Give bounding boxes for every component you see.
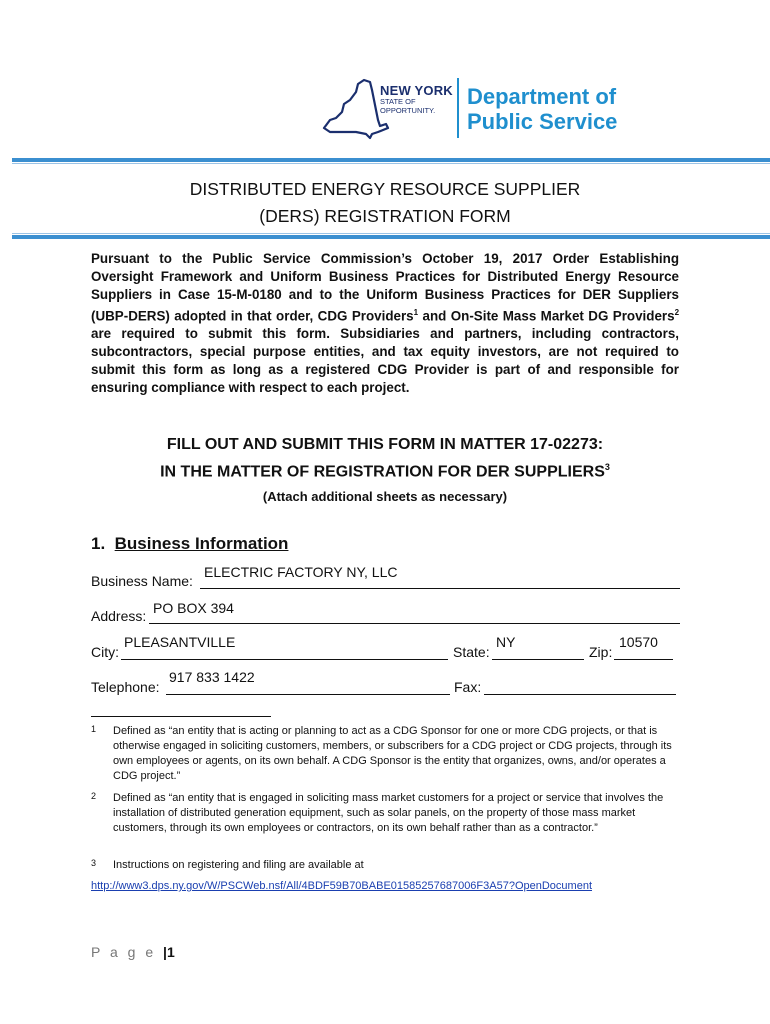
instruction-line-1: FILL OUT AND SUBMIT THIS FORM IN MATTER 17-02273:: [166, 436, 604, 453]
registration-instructions-link[interactable]: http://www3.dps.ny.gov/W/PSCWeb.nsf/All/4BDF59B70BABE01585257687006F3A57?OpenDocument: [91, 880, 592, 892]
business-name-label: Business Name:: [91, 573, 193, 589]
department-line-1: Department of: [467, 84, 617, 109]
state-tagline-1: STATE OF: [380, 97, 416, 106]
form-title-line-1: DISTRIBUTED ENERGY RESOURCE SUPPLIER: [189, 179, 581, 199]
state-value: NY: [496, 634, 516, 650]
nys-wordmark: [380, 84, 453, 115]
address-field[interactable]: [149, 623, 680, 624]
attach-note: (Attach additional sheets as necessary): [262, 489, 508, 504]
header-rule-thin-top: [12, 163, 770, 164]
page-number: 1: [166, 944, 175, 960]
section-title: Business Information: [114, 534, 289, 553]
state-tagline-2: OPPORTUNITY.: [380, 105, 436, 115]
fax-label: Fax:: [454, 679, 482, 695]
footnote-1-number: 1: [91, 724, 97, 734]
telephone-label: Telephone:: [91, 679, 160, 695]
form-title: [0, 176, 770, 230]
intro-part-3: are required to submit this form. Subsidiaries and partners, including contractors, subcontractors, special purpose entities, and tax equity investors, are not required to submit this form as long as a registered CDG Provider is part of and responsible for ensuring compliance with respect to each project.: [91, 326, 679, 396]
department-line-2: Public Service: [467, 109, 618, 134]
section-heading: [91, 534, 288, 554]
instruction-line-2: [0, 462, 770, 481]
address-value: PO BOX 394: [153, 600, 234, 616]
business-name-value: ELECTRIC FACTORY NY, LLC: [204, 564, 398, 580]
city-value: PLEASANTVILLE: [124, 634, 236, 650]
intro-paragraph: [91, 250, 679, 397]
business-name-field[interactable]: [200, 588, 680, 589]
intro-part-2: and On-Site Mass Market DG Providers: [418, 308, 675, 324]
department-name: [467, 84, 617, 134]
logo-divider: [457, 78, 459, 138]
intro-part-1: Pursuant to the Public Service Commission’s October 19, 2017 Order Establishing Oversight Framework and Uniform Business Practices for Distributed Energy Resource Suppliers in Case 15-M-0180 and to the Uniform Business Practices for DER Suppliers (UBP-DERS) adopted in that order, CDG Providers: [91, 251, 679, 324]
page-word: P a g e: [91, 944, 157, 960]
section-number: 1.: [91, 534, 106, 553]
title-rule-thin: [12, 233, 770, 234]
page-separator: |: [163, 944, 167, 960]
telephone-value: 917 833 1422: [169, 669, 255, 685]
city-field[interactable]: [121, 659, 448, 660]
footnote-2-number: 2: [91, 791, 97, 801]
form-title-line-2: (DERS) REGISTRATION FORM: [259, 206, 511, 226]
fax-field[interactable]: [484, 694, 676, 695]
footnote-ref-2: 2: [674, 308, 680, 317]
telephone-field[interactable]: [166, 694, 450, 695]
state-field[interactable]: [492, 659, 584, 660]
footnote-separator: [91, 716, 271, 717]
zip-field[interactable]: [614, 659, 673, 660]
footnote-3-number: 3: [91, 858, 97, 868]
city-label: City:: [91, 644, 119, 660]
page-footer: [91, 944, 175, 960]
zip-value: 10570: [619, 634, 658, 650]
footnote-ref-1: 1: [413, 308, 419, 317]
address-label: Address:: [91, 608, 147, 624]
footnote-2-text: Defined as “an entity that is engaged in soliciting mass market customers for a project or service that involves the installation of distributed generation equipment, such as solar panels, on the property of those mass market customers, through its own employees or contractors, on its own behalf rather than as a contractor.”: [113, 792, 664, 834]
state-label: State:: [453, 644, 490, 660]
footnote-ref-3: 3: [604, 462, 610, 472]
header-rule-top: [12, 158, 770, 162]
zip-label: Zip:: [589, 644, 613, 660]
footnote-1-text: Defined as “an entity that is acting or planning to act as a CDG Sponsor for one or more CDG projects, or that is otherwise engaged in soliciting customers, members, or subscribers for a CDG project or CDG projects, through its own employees or agents, on its own behalf. A CDG Sponsor is the entity that organizes, owns, and/or operates a CDG project.”: [113, 725, 672, 782]
title-rule: [12, 235, 770, 239]
footnote-3-text: Instructions on registering and filing are available at: [113, 859, 364, 871]
state-name: NEW YORK: [380, 83, 453, 98]
instruction-line-2-text: IN THE MATTER OF REGISTRATION FOR DER SUPPLIERS: [160, 463, 605, 481]
